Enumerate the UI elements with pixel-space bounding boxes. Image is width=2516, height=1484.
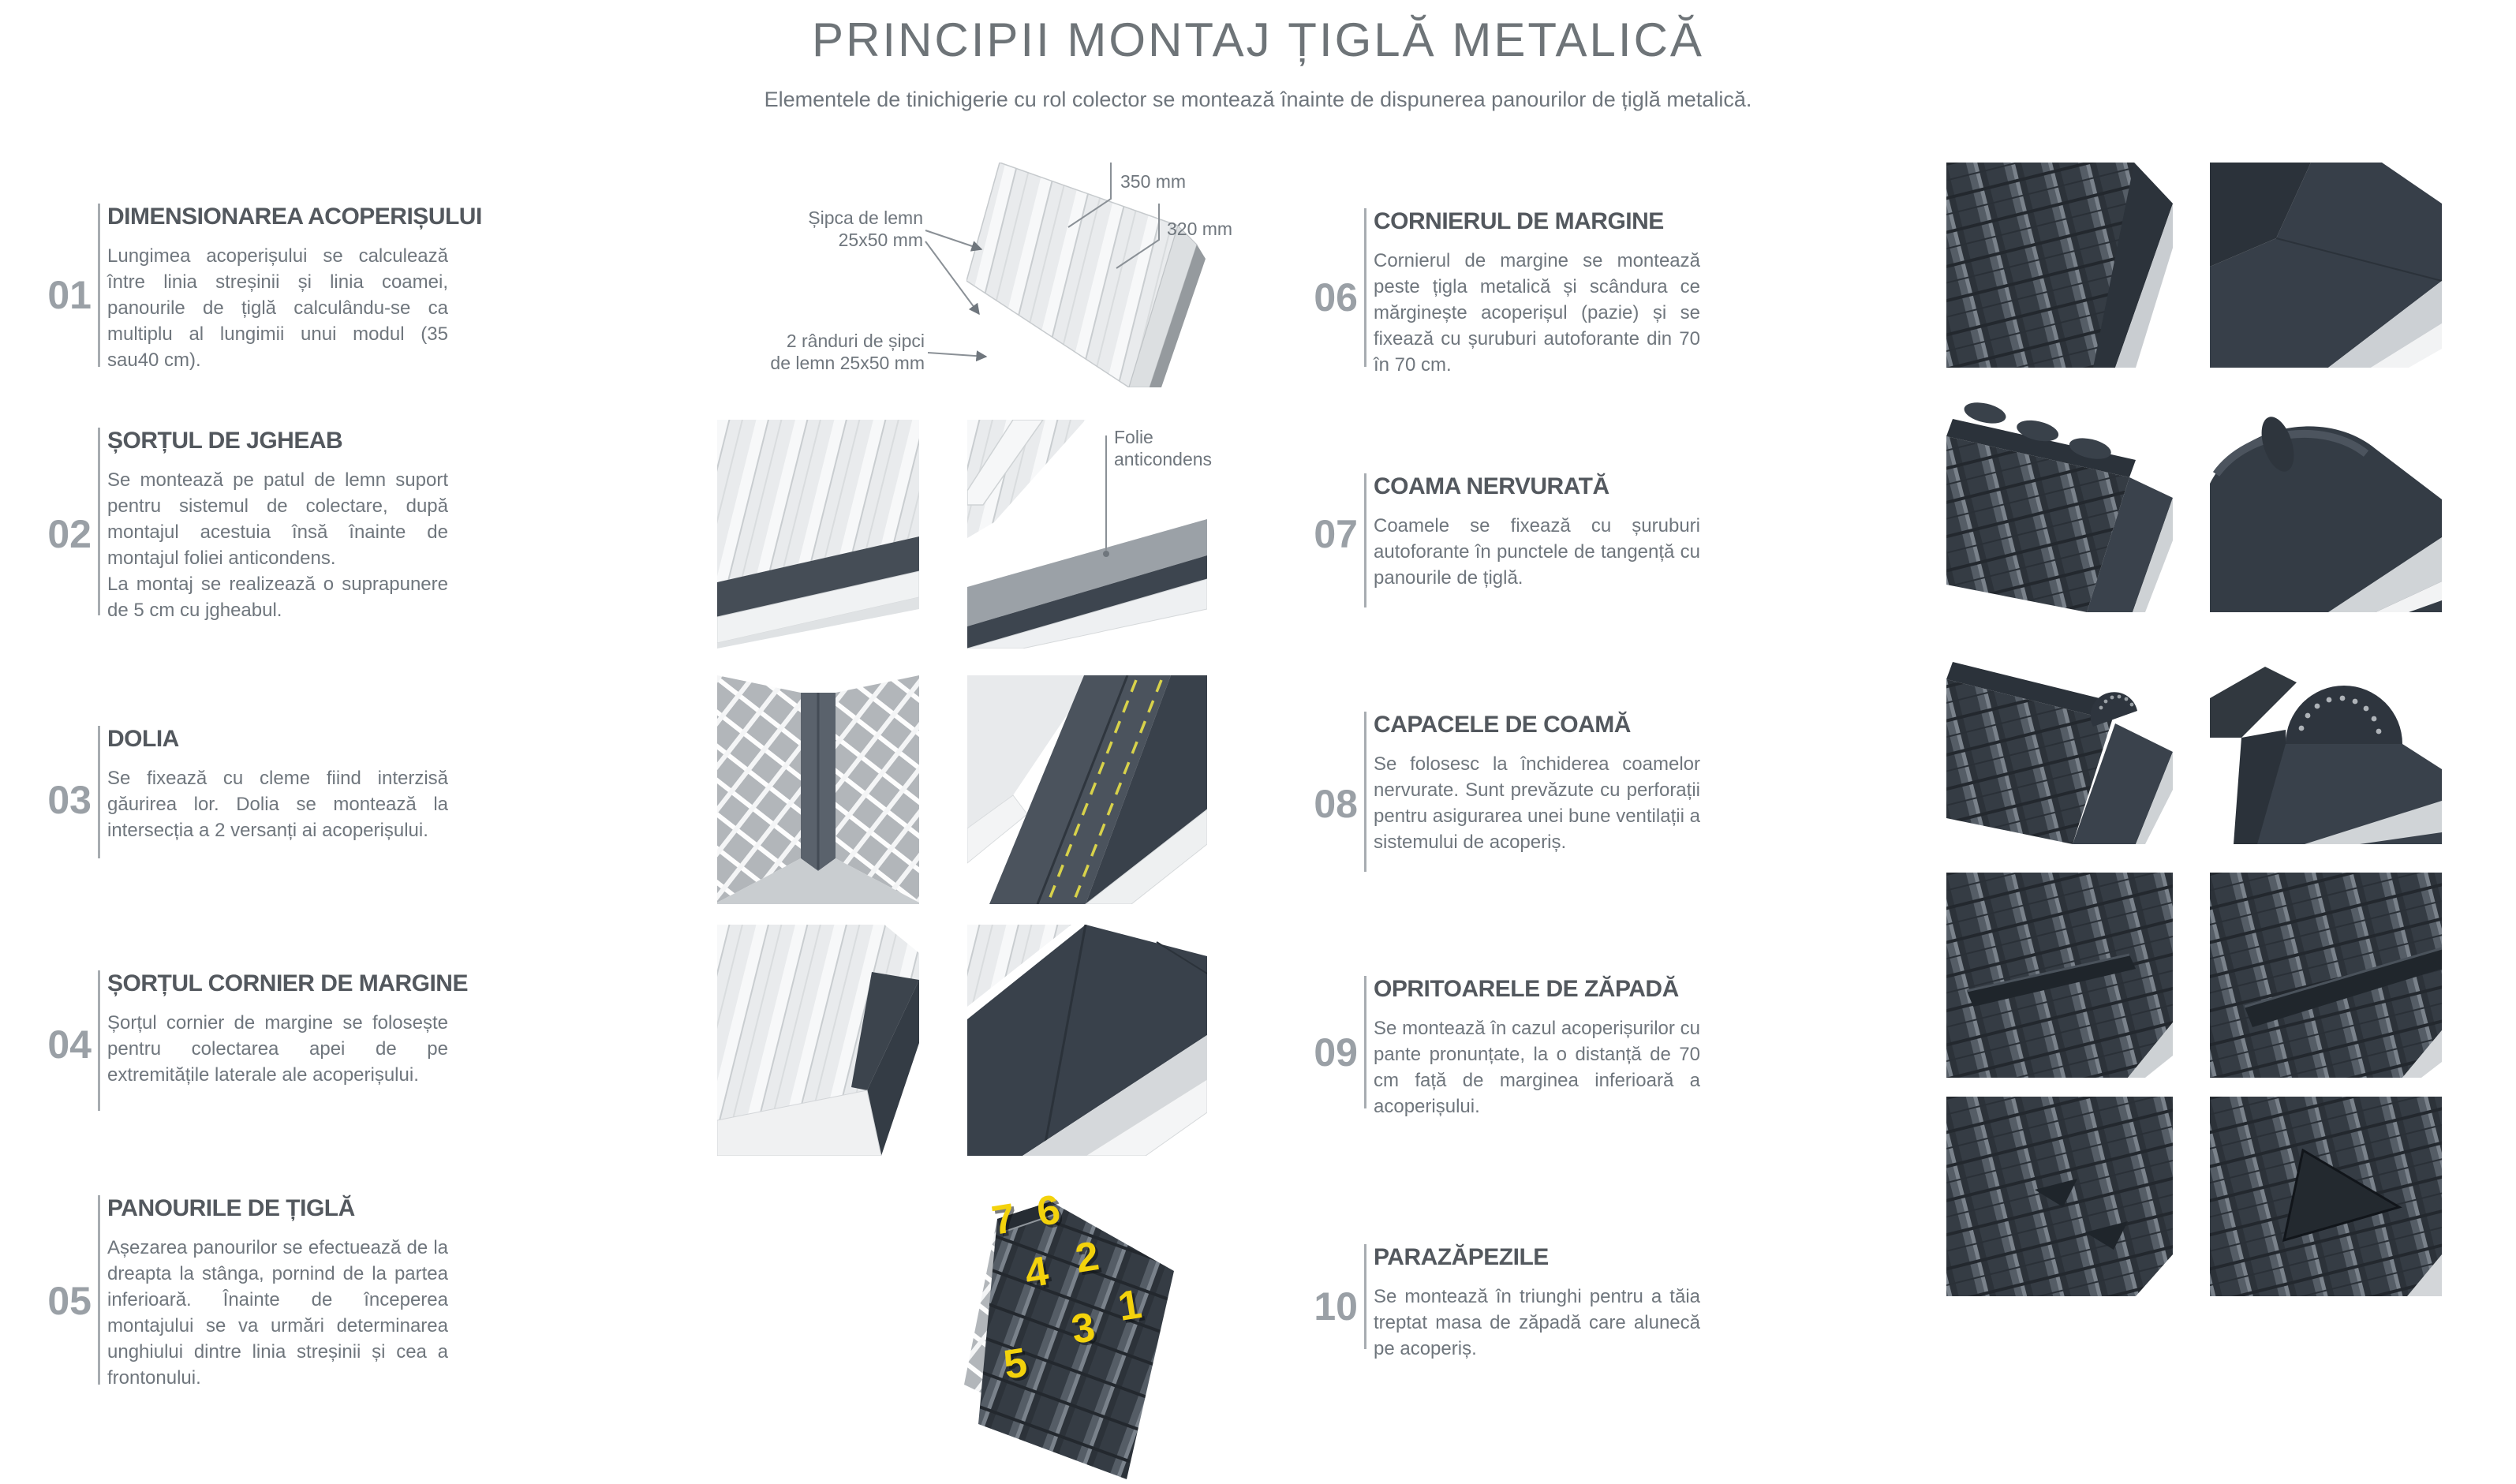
label-folie-anticondens: Folie anticondens [1114,427,1213,469]
render-edge-apron-closeup [967,925,1207,1156]
photo-parazapada-wide [1946,1097,2173,1296]
render-gutter-apron-wide [717,420,919,649]
step-divider [1364,1244,1366,1349]
step-divider [1364,208,1366,367]
page-subtitle: Elementele de tinichigerie cu rol colector se montează înainte de dispunerea panourilor de țiglă metalică. [764,88,1752,111]
step-title: ȘORȚUL DE JGHEAB [107,428,343,454]
photo-capac-coama-closeup [2210,651,2442,844]
step-title: COAMA NERVURATĂ [1374,473,1609,499]
step-body: Se fixează cu cleme fiind interzisă găurirea lor. Dolia se montează la intersecția a 2 versanți ai acoperișului. [107,768,448,841]
label-dim-320mm: 320 mm [1167,219,1233,239]
photo-opritor-zapada-closeup [2210,873,2442,1078]
step-number: 07 [1314,512,1358,556]
step-divider [98,726,100,858]
photo-parazapada-closeup [2210,1097,2442,1296]
step-number: 01 [47,273,92,317]
render-valley-lattice [717,675,919,904]
step-number: 09 [1314,1030,1358,1075]
step-title: DOLIA [107,726,179,752]
step-divider [98,428,100,615]
step-divider [1364,473,1366,607]
step-body: Cornierul de margine se montează peste țigla metalică și scândura ce mărginește acoperișul (pazie) și se fixează cu șuruburi autoforante din 70 în 70 cm. [1374,250,1700,376]
photo-coama-nervurata-wide [1946,398,2173,612]
render-roof-deck-dimensions [966,163,1207,387]
step-body: Se folosesc la închiderea coamelor nervurate. Sunt prevăzute cu perforații pentru asigurarea unei bune ventilații a sistemului de acoperiș. [1374,753,1700,853]
render-valley-channel-dashed [967,675,1207,904]
step-number: 08 [1314,782,1358,826]
step-divider [98,970,100,1111]
panel-number: 5 [1000,1340,1030,1389]
photo-capac-coama-wide [1946,651,2173,844]
step-body: Lungimea acoperișului se calculează între linia streșinii și linia coamei, panourile de țiglă calculându-se ca multiplu al lungimii unui modul (35 sau40 cm). [107,245,448,371]
header [0,13,2516,112]
step-title: OPRITOARELE DE ZĂPADĂ [1374,976,1679,1002]
label-sipca-de-lemn: Șipca de lemn 25x50 mm [808,207,923,250]
step-number: 06 [1314,275,1358,320]
panel-number: 3 [1068,1304,1098,1353]
step-body-2: La montaj se realizează o suprapunere de 5 cm cu jgheabul. [107,574,448,621]
panel-number: 2 [1072,1233,1102,1282]
step-title: CAPACELE DE COAMĂ [1374,712,1631,738]
step-title: ȘORȚUL CORNIER DE MARGINE [107,970,468,996]
step-number: 10 [1314,1284,1358,1329]
step-body: Așezarea panourilor se efectuează de la dreapta la stânga, pornind de la partea inferioară. Înainte de începerea montajului se va urmări determinarea unghiului dintre linia streșinii și cea a frontonului. [107,1237,448,1389]
step-number: 02 [47,512,92,556]
render-edge-apron-deck [717,925,919,1156]
step-body: Se montează pe patul de lemn suport pentru sistemul de colectare, după montajul acestuia însă înainte de montajul foliei anticondens. [107,469,448,569]
step-body: Se montează în cazul acoperișurilor cu pante pronunțate, la o distanță de 70 cm față de marginea inferioară a acoperișului. [1374,1018,1700,1117]
step-body: Șorțul cornier de margine se folosește pentru colectarea apei de pe extremitățile laterale ale acoperișului. [107,1012,448,1086]
step-divider [1364,712,1366,872]
step-title: PARAZĂPEZILE [1374,1244,1549,1270]
page-title: PRINCIPII MONTAJ ȚIGLĂ METALICĂ [812,13,1704,66]
panel-number: 7 [989,1195,1019,1244]
label-2-randuri-sipci: 2 rânduri de șipci de lemn 25x50 mm [770,331,925,373]
step-title: CORNIERUL DE MARGINE [1374,208,1664,234]
photo-opritor-zapada-wide [1946,873,2173,1078]
photo-cornier-margine-wide [1946,163,2173,368]
step-divider [98,1195,100,1385]
photo-coama-nervurata-closeup [2210,398,2442,612]
panel-number: 6 [1034,1187,1064,1235]
label-dim-350mm: 350 mm [1120,171,1187,192]
step-number: 03 [47,778,92,822]
photo-cornier-margine-closeup [2210,163,2442,368]
step-body: Se montează în triunghi pentru a tăia treptat masa de zăpadă care alunecă pe acoperiș. [1374,1286,1700,1359]
step-number: 05 [47,1279,92,1323]
step-title: PANOURILE DE ȚIGLĂ [107,1195,355,1221]
step-body: Coamele se fixează cu șuruburi autoforante în punctele de tangență cu panourile de țiglă. [1374,515,1700,589]
step-number: 04 [47,1022,92,1067]
panel-number: 1 [1115,1281,1145,1330]
step-divider [1364,976,1366,1108]
step-divider [98,204,100,367]
step-title: DIMENSIONAREA ACOPERIȘULUI [107,204,482,230]
panel-number: 4 [1022,1248,1052,1297]
